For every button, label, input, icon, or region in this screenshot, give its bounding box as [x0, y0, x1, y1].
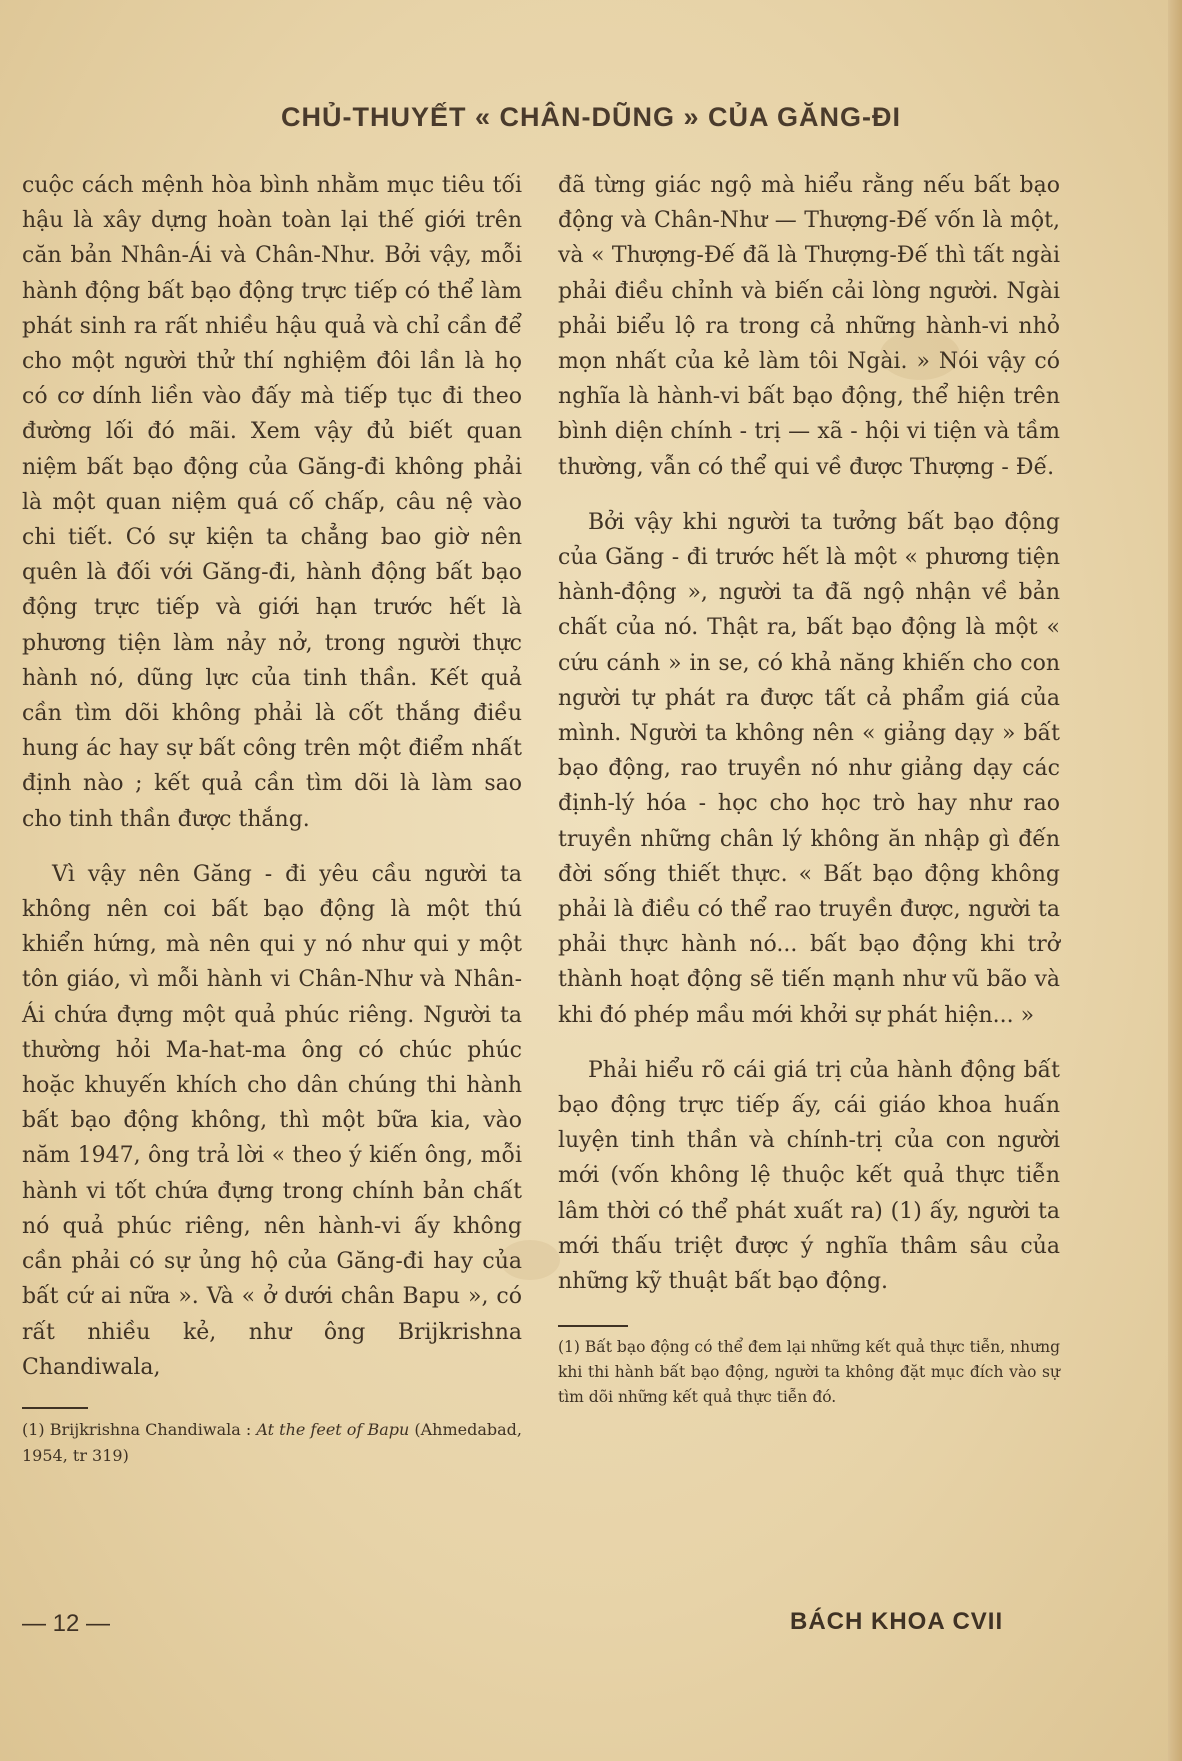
left-column — [22, 168, 522, 1469]
body-paragraph: Bởi vậy khi người ta tưởng bất bạo động của Găng - đi trước hết là một « phương tiện hành-động », người ta đã ngộ nhận về bản chất của nó. Thật ra, bất bạo động là một « cứu cánh » in se, có khả năng khiến cho con người tự phát ra được tất cả phẩm giá của mình. Người ta không nên « giảng dạy » bất bạo động, rao truyền nó như giảng dạy các định-lý hóa - học cho học trò hay như rao truyền những chân lý không ăn nhập gì đến đời sống thiết thực. « Bất bạo động không phải là điều có thể rao truyền được, người ta phải thực hành nó... bất bạo động khi trở thành hoạt động sẽ tiến mạnh như vũ bão và khi đó phép mầu mới khởi sự phát hiện... » — [558, 509, 1060, 1028]
footnote-rule — [22, 1407, 88, 1409]
page-edge — [1168, 0, 1182, 1761]
body-paragraph: Vì vậy nên Găng - đi yêu cầu người ta không nên coi bất bạo động là một thú khiển hứng, mà nên qui y nó như qui y một tôn giáo, vì mỗi hành vi Chân-Như và Nhân-Ái chứa đựng một quả phúc riêng. Người ta thường hỏi Ma-hat-ma ông có chúc phúc hoặc khuyến khích cho dân chúng thi hành bất bạo động không, thì một bữa kia, vào năm 1947, ông trả lời « theo ý kiến ông, mỗi hành vi tốt chứa đựng trong chính bản chất nó quả phúc riêng, nên hành-vi ấy không cần phải có sự ủng hộ của Găng-đi hay của bất cứ ai nữa ». Và « ở dưới chân Bapu », có rất nhiều kẻ, như ông Brijkrishna Chandiwala, — [22, 861, 522, 1380]
page-number: — 12 — — [22, 1610, 111, 1637]
footnote-suffix: (Ahmedabad, 1954, tr 319) — [22, 1419, 522, 1465]
body-paragraph: đã từng giác ngộ mà hiểu rằng nếu bất bạo động và Chân-Như — Thượng-Đế vốn là một, và « Thượng-Đế đã là Thượng-Đế thì tất ngài phải điều chỉnh và biến cải lòng người. Ngài phải biểu lộ ra trong cả những hành-vi nhỏ mọn nhất của kẻ làm tôi Ngài. » Nói vậy có nghĩa là hành-vi bất bạo động, thể hiện trên bình diện chính - trị — xã - hội vi tiện và tầm thường, vẫn có thể qui về được Thượng - Đế. — [558, 173, 1060, 480]
footnote: (1) Bất bạo động có thể đem lại những kết quả thực tiễn, nhưng khi thi hành bất bạo động, người ta không đặt mục đích vào sự tìm dõi những kết quả thực tiễn đó. — [558, 1338, 1061, 1407]
journal-name: BÁCH KHOA CVII — [790, 1608, 1004, 1635]
page-header: CHỦ-THUYẾT « CHÂN-DŨNG » CỦA GĂNG-ĐI — [281, 102, 901, 132]
right-column — [558, 168, 1060, 1410]
body-paragraph: Phải hiểu rõ cái giá trị của hành động bất bạo động trực tiếp ấy, cái giáo khoa huấn luyện tinh thần và chính-trị của con người mới (vốn không lệ thuộc kết quả thực tiễn lâm thời có thể phát xuất ra) (1) ấy, người ta mới thấu triệt được ý nghĩa thâm sâu của những kỹ thuật bất bạo động. — [558, 1057, 1060, 1295]
footnote — [22, 1417, 522, 1469]
footnote-rule — [558, 1325, 628, 1327]
footnote-prefix: (1) Brijkrishna Chandiwala : — [22, 1419, 257, 1439]
footnote-book-title: At the feet of Bapu — [256, 1419, 410, 1439]
body-paragraph: cuộc cách mệnh hòa bình nhằm mục tiêu tối hậu là xây dựng hoàn toàn lại thế giới trên căn bản Nhân-Ái và Chân-Như. Bởi vậy, mỗi hành động bất bạo động trực tiếp có thể làm phát sinh ra rất nhiều hậu quả và chỉ cần để cho một người thử thí nghiệm đôi lần là họ có cơ dính liền vào đấy mà tiếp tục đi theo đường lối đó mãi. Xem vậy đủ biết quan niệm bất bạo động của Găng-đi không phải là một quan niệm quá cố chấp, câu nệ vào chi tiết. Có sự kiện ta chẳng bao giờ nên quên là đối với Găng-đi, hành động bất bạo động trực tiếp và giới hạn trước hết là phương tiện làm nảy nở, trong người thực hành nó, dũng lực của tinh thần. Kết quả cần tìm dõi không phải là cốt thắng điều hung ác hay sự bất công trên một điểm nhất định nào ; kết quả cần tìm dõi là làm sao cho tinh thần được thắng. — [22, 173, 522, 832]
